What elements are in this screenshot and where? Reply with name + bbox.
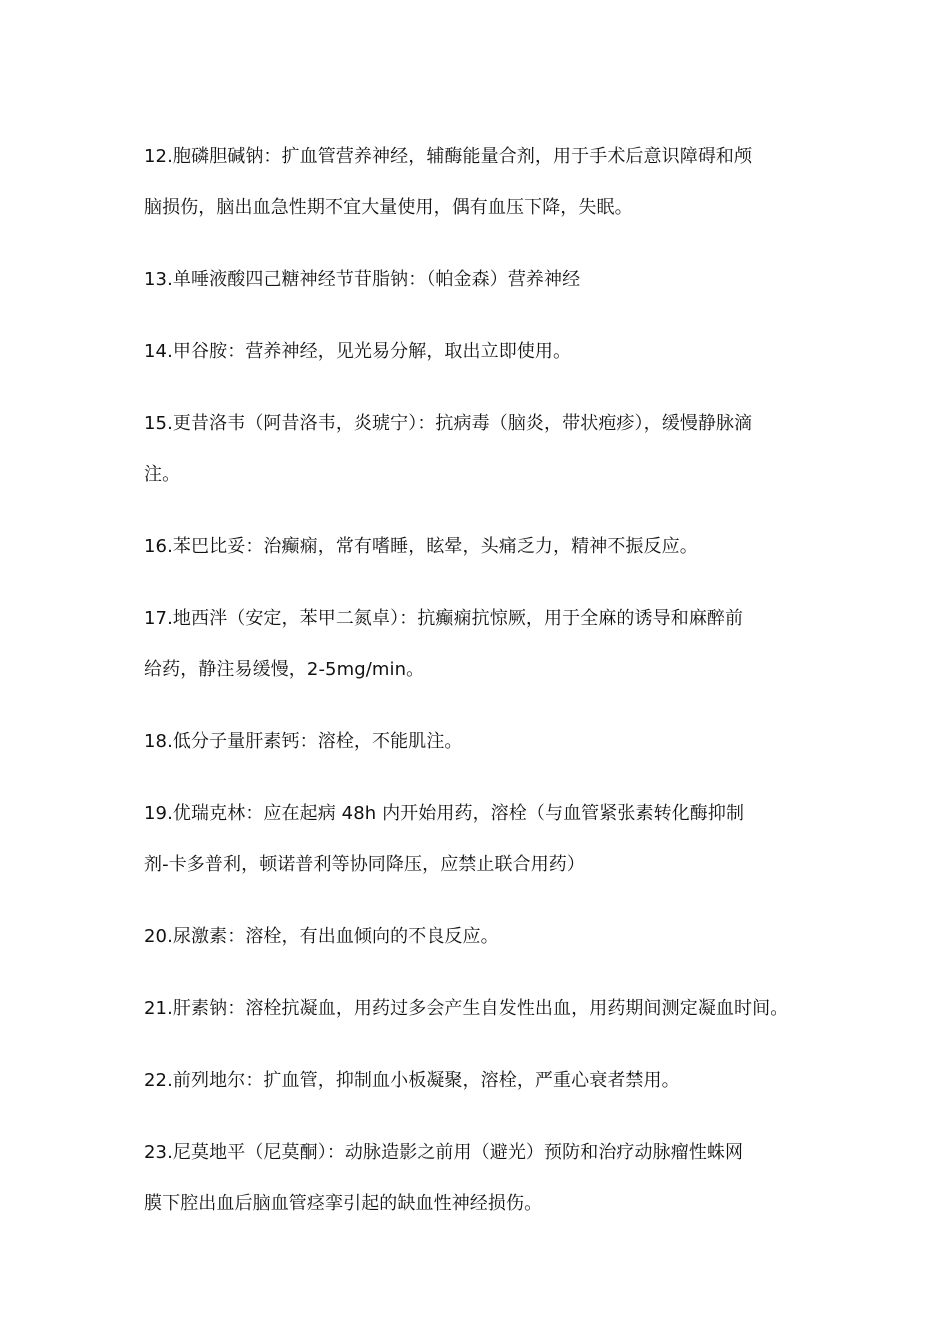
item-text-line: 21.肝素钠：溶栓抗凝血，用药过多会产生自发性出血，用药期间测定凝血时间。 [144, 998, 789, 1019]
list-item [144, 521, 824, 572]
list-item [144, 788, 824, 890]
item-text-line: 12.胞磷胆碱钠：扩血管营养神经，辅酶能量合剂，用于手术后意识障碍和颅 [144, 146, 753, 167]
item-text-line: 给药，静注易缓慢，2-5mg/min。 [144, 659, 425, 680]
item-text-line: 15.更昔洛韦（阿昔洛韦，炎琥宁）：抗病毒（脑炎，带状疱疹），缓慢静脉滴 [144, 413, 753, 434]
item-text-line: 22.前列地尔：扩血管，抑制血小板凝聚，溶栓，严重心衰者禁用。 [144, 1070, 680, 1091]
item-text-line: 16.苯巴比妥：治癫痫，常有嗜睡，眩晕，头痛乏力，精神不振反应。 [144, 536, 698, 557]
drug-list [144, 131, 824, 1250]
item-text-line: 17.地西泮（安定，苯甲二氮卓）：抗癫痫抗惊厥，用于全麻的诱导和麻醉前 [144, 608, 744, 629]
list-item [144, 254, 824, 305]
list-item [144, 131, 824, 233]
item-text-line: 18.低分子量肝素钙：溶栓，不能肌注。 [144, 731, 463, 752]
item-text-line: 膜下腔出血后脑血管痉挛引起的缺血性神经损伤。 [144, 1193, 543, 1214]
list-item [144, 398, 824, 500]
list-item [144, 1055, 824, 1106]
item-text-line: 14.甲谷胺：营养神经，见光易分解，取出立即使用。 [144, 341, 572, 362]
item-text-line: 注。 [144, 464, 181, 485]
item-text-line: 脑损伤，脑出血急性期不宜大量使用，偶有血压下降，失眠。 [144, 197, 633, 218]
item-text-line: 20.尿激素：溶栓，有出血倾向的不良反应。 [144, 926, 499, 947]
list-item [144, 716, 824, 767]
item-text-line: 剂-卡多普利，顿诺普利等协同降压，应禁止联合用药） [144, 854, 585, 875]
item-text-line: 23.尼莫地平（尼莫酮）：动脉造影之前用（避光）预防和治疗动脉瘤性蛛网 [144, 1142, 744, 1163]
list-item [144, 1127, 824, 1229]
list-item [144, 326, 824, 377]
list-item [144, 983, 824, 1034]
list-item [144, 593, 824, 695]
list-item [144, 911, 824, 962]
item-text-line: 13.单唾液酸四己糖神经节苷脂钠：（帕金森）营养神经 [144, 269, 581, 290]
item-text-line: 19.优瑞克林：应在起病 48h 内开始用药，溶栓（与血管紧张素转化酶抑制 [144, 803, 745, 824]
